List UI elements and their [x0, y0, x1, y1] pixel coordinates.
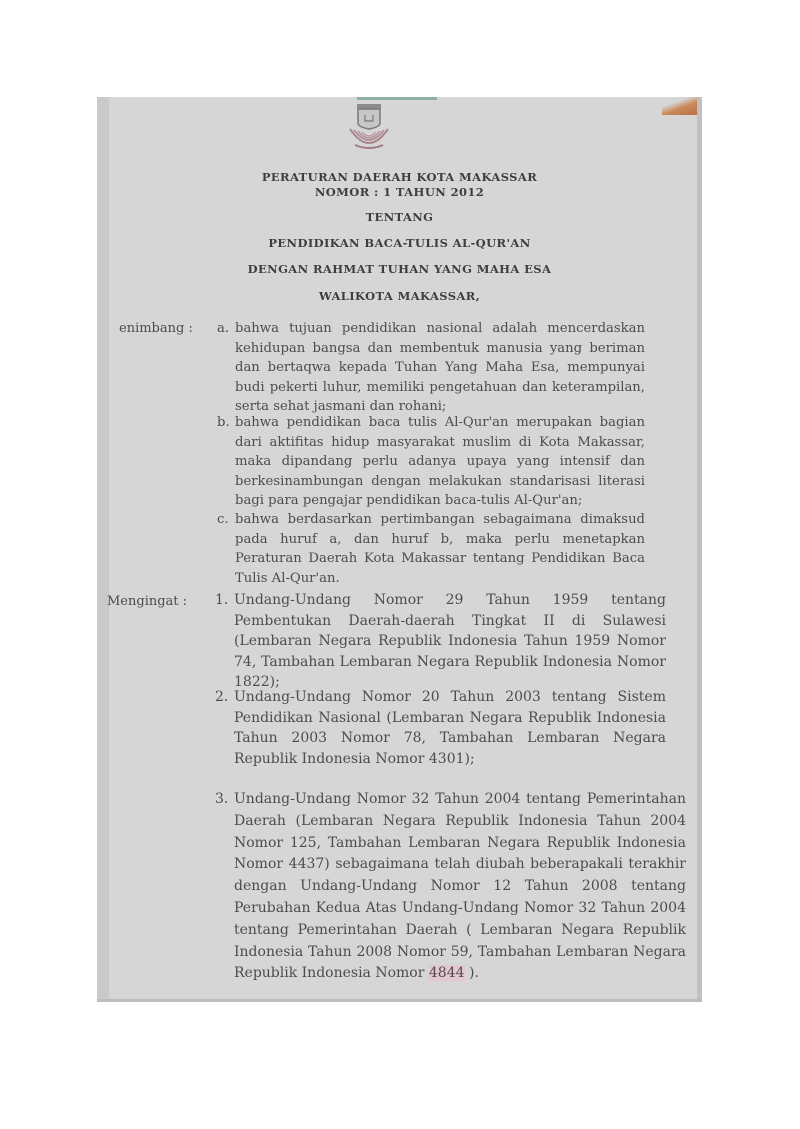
- mengingat-label: Mengingat :: [107, 594, 188, 609]
- authority: WALIKOTA MAKASSAR,: [318, 289, 481, 303]
- mengingat-item-2: [215, 687, 666, 769]
- item-text-body: Undang-Undang Nomor 32 Tahun 2004 tentang Pemerintahan Daerah (Lembaran Negara Republik Indonesia Tahun 2004 Nomor 125, Tambahan Lembaran Negara Republik Indonesia Nomor 4437) sebagaimana telah diubah beberapakali terakhir dengan Undang-Undang Nomor 12 Tahun 2008 tentang Perubahan Kedua Atas Undang-Undang Nomor 32 Tahun 2004 tentang Pemerintahan Daerah ( Lembaran Negara Republik Indonesia Tahun 2008 Nomor 59, Tambahan Lembaran Negara Republik Indonesia Nomor: [234, 791, 686, 982]
- regulation-title: PERATURAN DAERAH KOTA MAKASSAR: [261, 170, 538, 184]
- invocation: DENGAN RAHMAT TUHAN YANG MAHA ESA: [247, 262, 552, 276]
- mengingat-item-3: [215, 789, 686, 985]
- menimbang-item-b: [217, 413, 645, 511]
- page-edge-right: [697, 97, 702, 1002]
- item-marker: b.: [217, 415, 230, 430]
- item-text: [234, 789, 686, 985]
- item-text: bahwa berdasarkan pertimbangan sebagaimana dimaksud pada huruf a, dan huruf b, maka perlu menetapkan Peraturan Daerah Kota Makassar tentang Pendidikan Baca Tulis Al-Qur'an.: [235, 512, 645, 586]
- regulation-subject: PENDIDIKAN BACA-TULIS AL-QUR'AN: [268, 236, 531, 250]
- folded-corner: [662, 97, 702, 115]
- highlighted-number: 4844: [428, 965, 465, 982]
- item-marker: 1.: [215, 592, 229, 608]
- item-text: Undang-Undang Nomor 20 Tahun 2003 tentang Sistem Pendidikan Nasional (Lembaran Negara Republik Indonesia Tahun 2003 Nomor 78, Tambahan Lembaran Negara Republik Indonesia Nomor 4301);: [234, 689, 666, 767]
- item-text-end: ).: [464, 965, 479, 982]
- item-text: Undang-Undang Nomor 29 Tahun 1959 tentang Pembentukan Daerah-daerah Tingkat II di Sulawesi (Lembaran Negara Republik Indonesia Tahun 1959 Nomor 74, Tambahan Lembaran Negara Republik Indonesia Nomor 1822);: [234, 592, 666, 690]
- item-marker: c.: [217, 512, 229, 527]
- page-edge-bottom: [97, 999, 702, 1002]
- mengingat-item-1: [215, 590, 666, 693]
- item-marker: 3.: [215, 791, 229, 807]
- coat-of-arms-icon: [345, 101, 393, 153]
- item-text: bahwa tujuan pendidikan nasional adalah mencerdaskan kehidupan bangsa dan membentuk manusia yang beriman dan bertaqwa kepada Tuhan Yang Maha Esa, mempunyai budi pekerti luhur, memiliki pengetahuan dan keterampilan, serta sehat jasmani dan rohani;: [235, 321, 645, 414]
- menimbang-label: enimbang :: [119, 321, 193, 336]
- item-text: bahwa pendidikan baca tulis Al-Qur'an merupakan bagian dari aktifitas hidup masyarakat muslim di Kota Makassar, maka dipandang perlu adanya upaya yang intensif dan berkesinambungan dengan melakukan standarisasi literasi bagi para pengajar pendidikan baca-tulis Al-Qur'an;: [235, 415, 645, 508]
- page-edge-left: [97, 97, 109, 1002]
- menimbang-item-c: [217, 510, 645, 588]
- item-marker: 2.: [215, 689, 229, 705]
- item-marker: a.: [217, 321, 230, 336]
- menimbang-item-a: [217, 319, 645, 417]
- regulation-number: NOMOR : 1 TAHUN 2012: [314, 185, 485, 199]
- document-photo: [97, 97, 702, 1002]
- about-label: TENTANG: [365, 210, 434, 224]
- page-edge-top-stain: [357, 97, 437, 100]
